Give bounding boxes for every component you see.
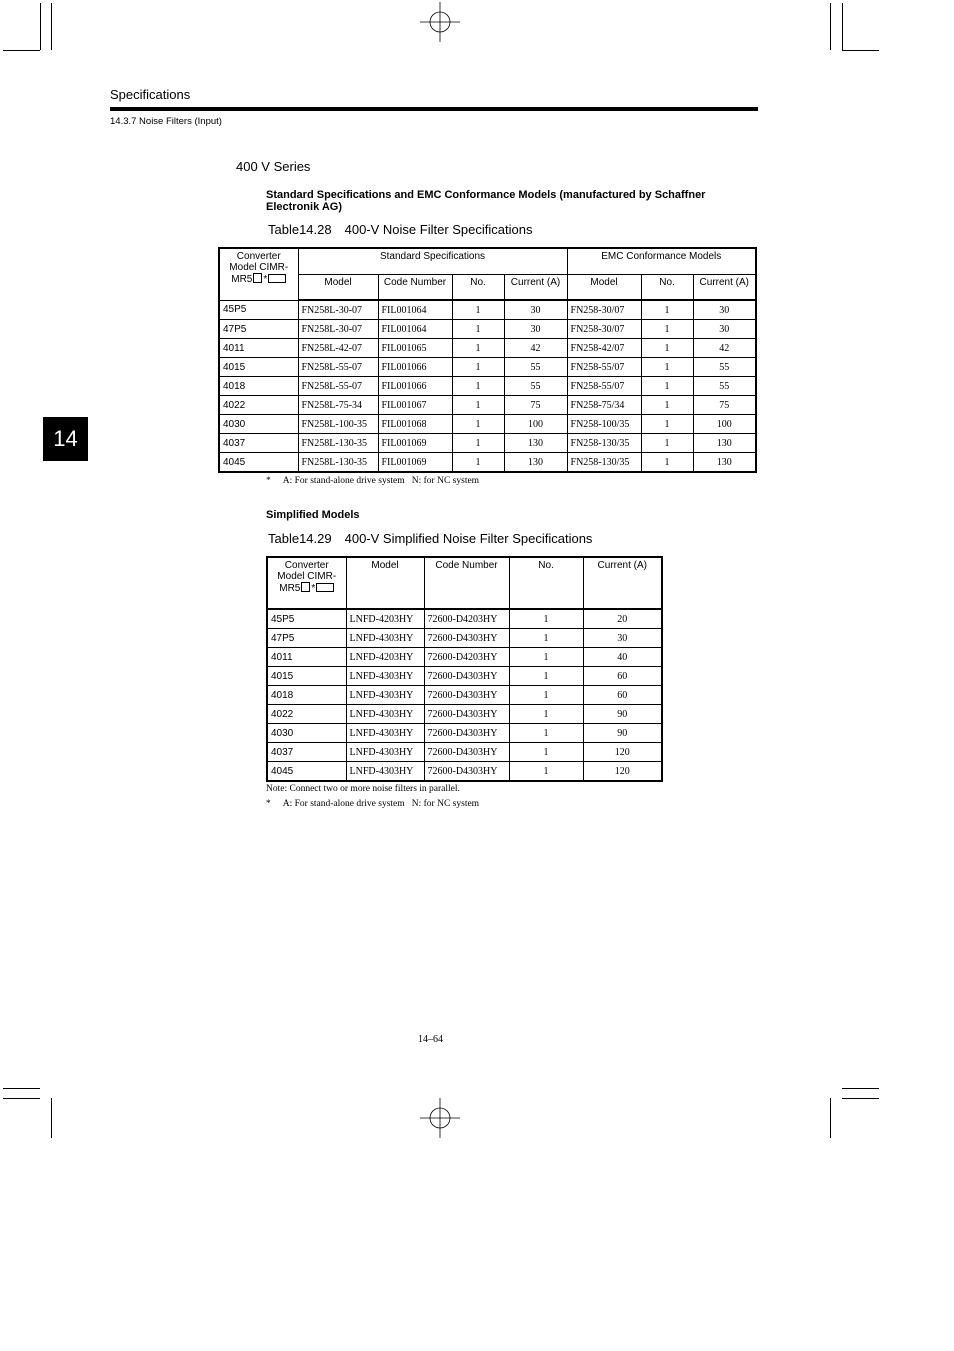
table-cell: FN258L-55-07 <box>298 377 378 396</box>
table-cell: 60 <box>583 667 662 686</box>
table-cell: 45P5 <box>267 609 346 629</box>
simplified-heading: Simplified Models <box>266 509 360 521</box>
table-cell: 1 <box>452 415 504 434</box>
table1-body <box>219 300 756 472</box>
table-row <box>219 377 756 396</box>
converter-suffix: * <box>311 583 316 594</box>
table-cell: 4015 <box>219 358 298 377</box>
placeholder-box-icon <box>301 582 310 592</box>
converter-model-label: Converter Model CIMR-MR5 <box>277 560 337 594</box>
table-cell: FN258L-55-07 <box>298 358 378 377</box>
table-cell: 4030 <box>219 415 298 434</box>
table-cell: 90 <box>583 705 662 724</box>
table-cell: 1 <box>509 705 583 724</box>
table-cell: LNFD-4303HY <box>346 667 424 686</box>
table-cell: 72600-D4303HY <box>424 743 509 762</box>
table-cell: LNFD-4303HY <box>346 762 424 782</box>
table-cell: 30 <box>693 320 756 339</box>
table-cell: 47P5 <box>267 629 346 648</box>
table-cell: 1 <box>509 667 583 686</box>
column-header: No. <box>452 274 504 300</box>
table-cell: 45P5 <box>219 300 298 320</box>
table2-caption: Table14.29 400-V Simplified Noise Filter Specifications <box>268 531 593 546</box>
table-row <box>267 629 662 648</box>
series-title: 400 V Series <box>236 159 311 174</box>
table-cell: 90 <box>583 724 662 743</box>
table-cell: 4030 <box>267 724 346 743</box>
table2-footnote <box>266 799 479 809</box>
converter-model-header <box>267 557 346 609</box>
table-cell: 30 <box>504 300 567 320</box>
table-cell: 130 <box>504 453 567 473</box>
table-row <box>267 686 662 705</box>
table-row <box>267 609 662 629</box>
table-cell: 100 <box>693 415 756 434</box>
converter-suffix: * <box>263 274 268 285</box>
table-cell: 1 <box>452 434 504 453</box>
converter-model-label: Converter Model CIMR-MR5 <box>229 251 289 285</box>
table-cell: FN258-42/07 <box>567 339 641 358</box>
table-cell: FN258L-75-34 <box>298 396 378 415</box>
table-cell: 72600-D4303HY <box>424 629 509 648</box>
table-cell: 4037 <box>219 434 298 453</box>
table-cell: FIL001066 <box>378 358 452 377</box>
table-cell: 1 <box>452 339 504 358</box>
table-row <box>219 300 756 320</box>
table-row <box>219 453 756 473</box>
table-cell: 1 <box>452 377 504 396</box>
column-header: No. <box>509 557 583 609</box>
table-cell: 72600-D4303HY <box>424 667 509 686</box>
footnote-mark: * <box>266 476 271 486</box>
table-cell: 1 <box>509 648 583 667</box>
footnote-text: A: For stand-alone drive system N: for NC system <box>282 799 480 809</box>
table-cell: 55 <box>693 377 756 396</box>
standard-heading: Standard Specifications and EMC Conformance Models (manufactured by Schaffner Electronik AG) <box>266 189 706 213</box>
column-header: Code Number <box>378 274 452 300</box>
table-cell: FN258-55/07 <box>567 358 641 377</box>
chapter-tab <box>43 417 88 461</box>
table-row <box>267 743 662 762</box>
table-cell: 60 <box>583 686 662 705</box>
table-cell: 130 <box>693 434 756 453</box>
table-cell: 1 <box>452 320 504 339</box>
table-cell: 1 <box>641 358 693 377</box>
table-cell: 1 <box>509 629 583 648</box>
table-cell: FN258L-30-07 <box>298 300 378 320</box>
table-cell: FIL001064 <box>378 320 452 339</box>
table-cell: 72600-D4203HY <box>424 648 509 667</box>
table-row <box>219 396 756 415</box>
table-cell: 4045 <box>267 762 346 782</box>
table-cell: 1 <box>452 396 504 415</box>
table-cell: 75 <box>693 396 756 415</box>
table-cell: 120 <box>583 743 662 762</box>
table-cell: 40 <box>583 648 662 667</box>
table-cell: 4011 <box>267 648 346 667</box>
chapter-number: 14 <box>53 426 78 451</box>
table-cell: 1 <box>641 339 693 358</box>
table-cell: 1 <box>641 377 693 396</box>
table-cell: FN258-30/07 <box>567 320 641 339</box>
table-cell: 72600-D4303HY <box>424 705 509 724</box>
table-cell: 20 <box>583 609 662 629</box>
header-rule <box>110 107 758 111</box>
table-cell: FN258-100/35 <box>567 415 641 434</box>
table-cell: FN258L-42-07 <box>298 339 378 358</box>
table-cell: FN258-75/34 <box>567 396 641 415</box>
table-row <box>267 648 662 667</box>
table-cell: 72600-D4303HY <box>424 686 509 705</box>
table-row <box>267 705 662 724</box>
table-cell: 30 <box>693 300 756 320</box>
table-cell: FIL001069 <box>378 453 452 473</box>
column-header: Current (A) <box>693 274 756 300</box>
table-cell: FN258L-30-07 <box>298 320 378 339</box>
placeholder-box-icon <box>253 273 262 283</box>
table2-body <box>267 609 662 781</box>
table-cell: LNFD-4303HY <box>346 705 424 724</box>
table-cell: 4037 <box>267 743 346 762</box>
table-cell: 120 <box>583 762 662 782</box>
table-cell: FIL001064 <box>378 300 452 320</box>
table-cell: 4015 <box>267 667 346 686</box>
standard-spec-group-header: Standard Specifications <box>298 248 567 274</box>
table-cell: 55 <box>504 377 567 396</box>
table-cell: 42 <box>693 339 756 358</box>
registration-mark-bottom-icon <box>420 1098 460 1138</box>
table-cell: 4045 <box>219 453 298 473</box>
table-cell: FN258L-130-35 <box>298 434 378 453</box>
table1-footnote <box>266 476 479 486</box>
table-cell: 4011 <box>219 339 298 358</box>
table-cell: 1 <box>641 320 693 339</box>
table-cell: 42 <box>504 339 567 358</box>
table-cell: 55 <box>504 358 567 377</box>
table-cell: 1 <box>452 358 504 377</box>
table-cell: LNFD-4303HY <box>346 686 424 705</box>
table-cell: FIL001067 <box>378 396 452 415</box>
table-cell: 4022 <box>219 396 298 415</box>
column-header: Current (A) <box>504 274 567 300</box>
table-row <box>219 320 756 339</box>
table-cell: 1 <box>641 300 693 320</box>
registration-mark-top-icon <box>420 2 460 42</box>
table-row <box>267 724 662 743</box>
table-row <box>267 762 662 782</box>
table-row <box>219 415 756 434</box>
table-cell: 1 <box>641 434 693 453</box>
footnote-text: A: For stand-alone drive system N: for NC system <box>282 476 480 486</box>
footnote-mark: * <box>266 799 271 809</box>
column-header: Model <box>346 557 424 609</box>
table-cell: FN258-130/35 <box>567 434 641 453</box>
table-cell: 1 <box>509 609 583 629</box>
table-cell: 1 <box>452 300 504 320</box>
subsection-title: 14.3.7 Noise Filters (Input) <box>110 116 222 127</box>
table-cell: 1 <box>509 724 583 743</box>
table1-caption: Table14.28 400-V Noise Filter Specifications <box>268 222 533 237</box>
table-cell: 30 <box>583 629 662 648</box>
table-cell: 55 <box>693 358 756 377</box>
emc-models-group-header: EMC Conformance Models <box>567 248 756 274</box>
table-cell: 130 <box>504 434 567 453</box>
page-number: 14–64 <box>418 1034 443 1045</box>
table-cell: FN258L-130-35 <box>298 453 378 473</box>
table-cell: 75 <box>504 396 567 415</box>
table-cell: 4022 <box>267 705 346 724</box>
blank-field-icon <box>316 583 334 592</box>
table-cell: FN258-30/07 <box>567 300 641 320</box>
table-row <box>267 667 662 686</box>
table-cell: LNFD-4203HY <box>346 609 424 629</box>
table-cell: FIL001066 <box>378 377 452 396</box>
table-cell: LNFD-4203HY <box>346 648 424 667</box>
table-cell: 1 <box>452 453 504 473</box>
table-row <box>219 434 756 453</box>
blank-field-icon <box>268 274 286 283</box>
table-cell: 130 <box>693 453 756 473</box>
table2-note: Note: Connect two or more noise filters in parallel. <box>266 784 460 794</box>
column-header: Current (A) <box>583 557 662 609</box>
table-cell: 47P5 <box>219 320 298 339</box>
table-cell: 72600-D4203HY <box>424 609 509 629</box>
table-cell: 4018 <box>219 377 298 396</box>
table-cell: LNFD-4303HY <box>346 743 424 762</box>
table-cell: FIL001065 <box>378 339 452 358</box>
table-cell: 1 <box>641 396 693 415</box>
table-cell: 4018 <box>267 686 346 705</box>
table-cell: 72600-D4303HY <box>424 724 509 743</box>
table-cell: FN258-130/35 <box>567 453 641 473</box>
table-cell: FN258L-100-35 <box>298 415 378 434</box>
table-cell: FN258-55/07 <box>567 377 641 396</box>
table-cell: LNFD-4303HY <box>346 629 424 648</box>
simplified-filter-table <box>266 556 663 782</box>
table-cell: 30 <box>504 320 567 339</box>
column-header: Model <box>567 274 641 300</box>
column-header: No. <box>641 274 693 300</box>
noise-filter-table <box>218 247 757 473</box>
converter-model-header <box>219 248 298 300</box>
section-title: Specifications <box>110 87 191 102</box>
table-cell: 72600-D4303HY <box>424 762 509 782</box>
table-cell: 1 <box>509 762 583 782</box>
table-row <box>219 358 756 377</box>
table-cell: FIL001069 <box>378 434 452 453</box>
table-cell: LNFD-4303HY <box>346 724 424 743</box>
table-cell: FIL001068 <box>378 415 452 434</box>
table-cell: 100 <box>504 415 567 434</box>
table-cell: 1 <box>641 453 693 473</box>
column-header: Model <box>298 274 378 300</box>
table-cell: 1 <box>641 415 693 434</box>
column-header: Code Number <box>424 557 509 609</box>
table-cell: 1 <box>509 743 583 762</box>
table-cell: 1 <box>509 686 583 705</box>
table-row <box>219 339 756 358</box>
